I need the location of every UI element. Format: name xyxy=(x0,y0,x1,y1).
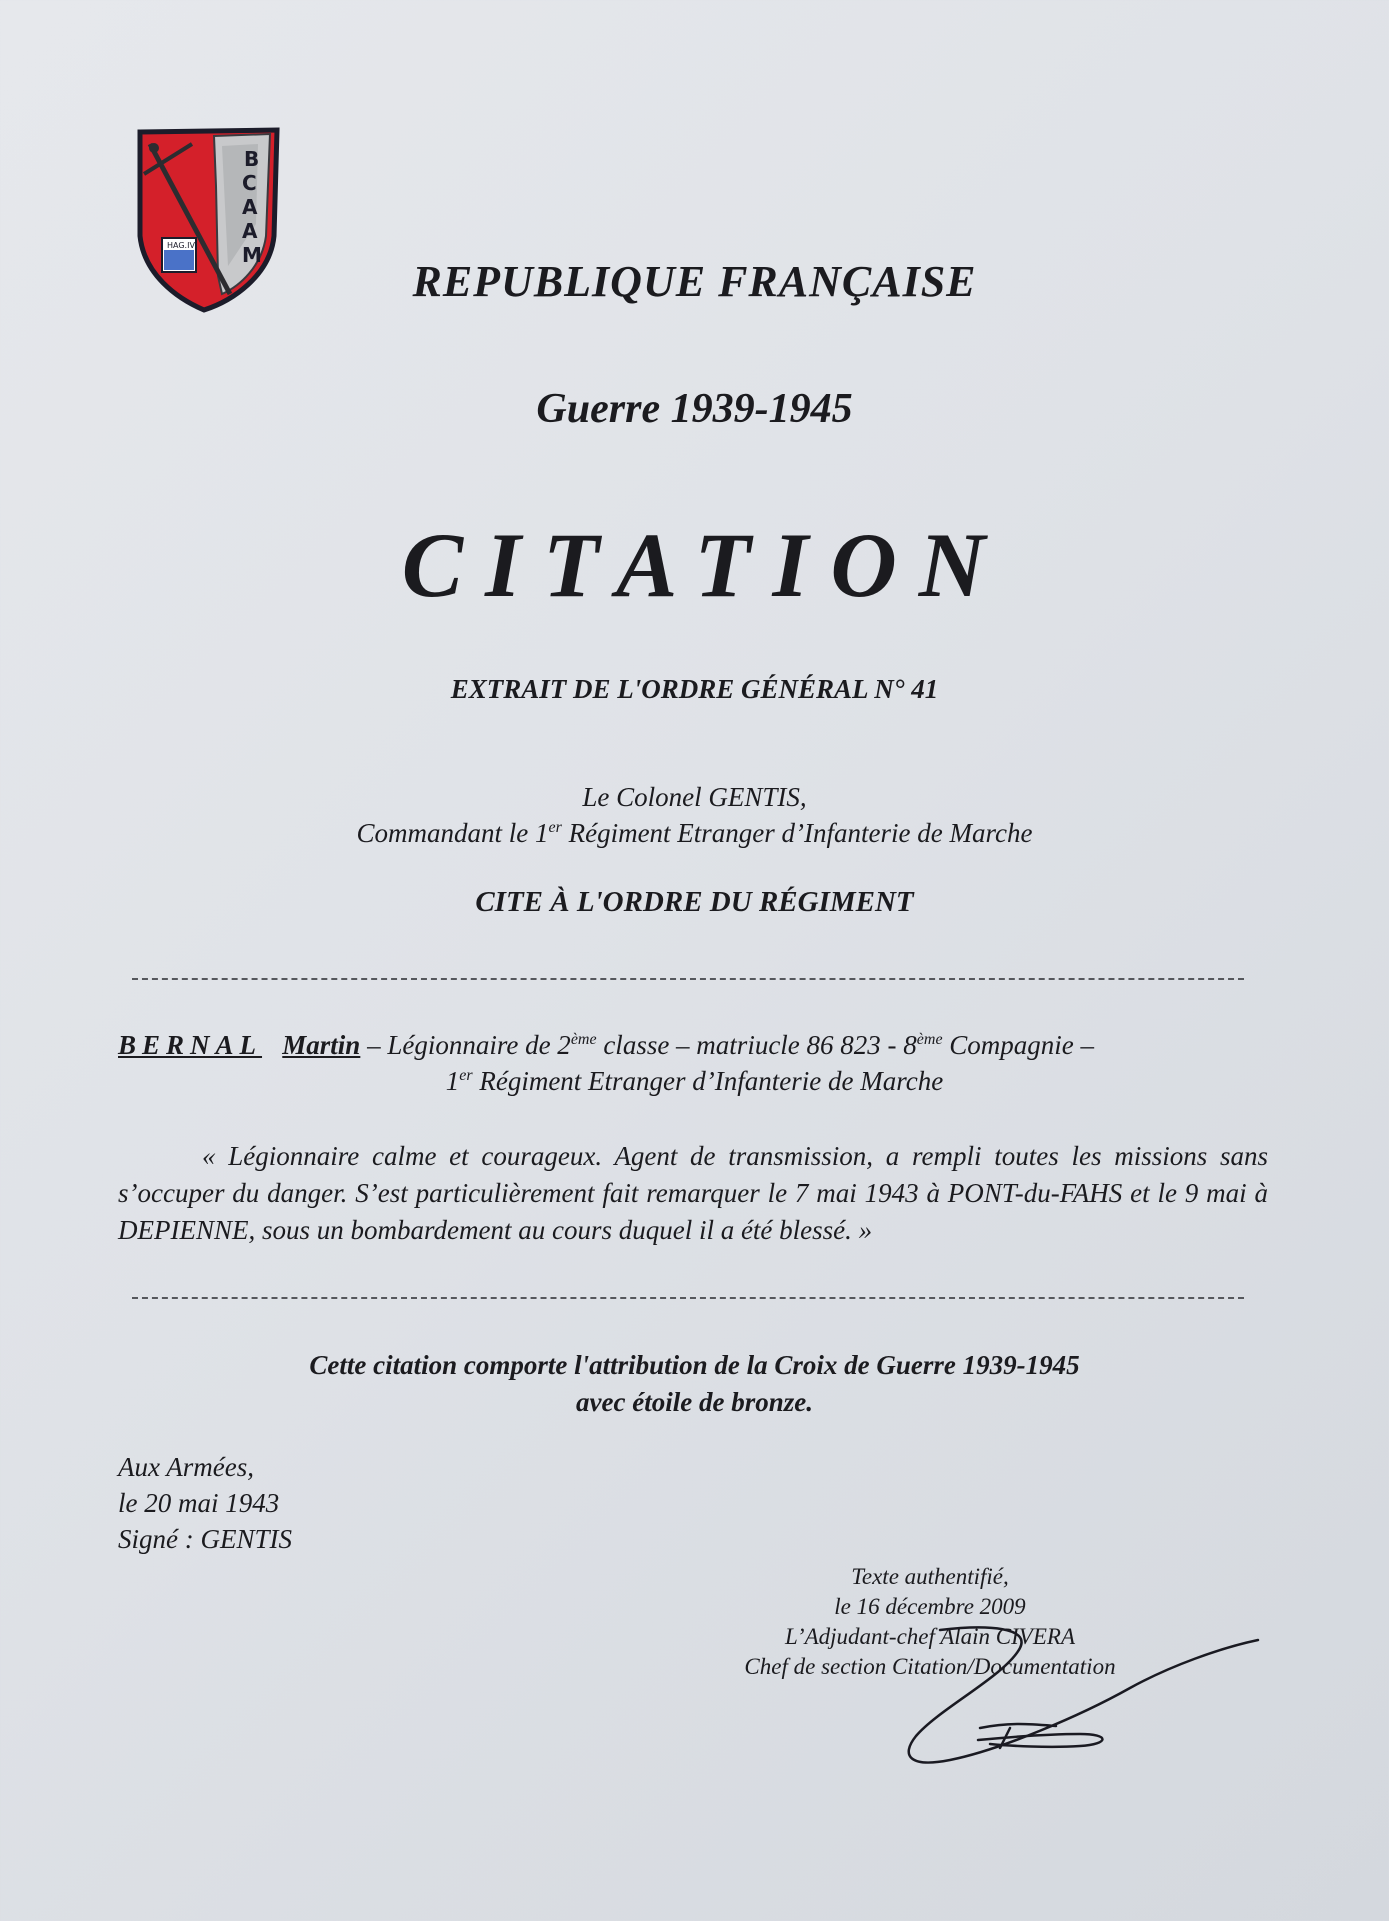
republic-title: REPUBLIQUE FRANÇAISE xyxy=(412,257,977,306)
regiment-order-heading: CITE À L'ORDRE DU RÉGIMENT xyxy=(475,886,914,918)
citation-text: « Légionnaire calme et courageux. Agent de transmission, a rempli toutes les missions sans s’occuper du danger. S’est particulièrement fait remarquer le 7 mai 1943 à PONT-du-FAHS et le 9 mai à DEPIENNE, sous un bombardement au cours duquel il a été blessé. » xyxy=(118,1141,1268,1245)
recipient-firstname: Martin xyxy=(282,1030,361,1060)
award-line: Cette citation comporte l'attribution de la Croix de Guerre 1939-1945 xyxy=(309,1350,1080,1380)
place-line: Aux Armées, xyxy=(118,1452,254,1482)
authenticator-name: L’Adjudant-chef Alain CIVERA xyxy=(784,1624,1075,1649)
svg-text:A: A xyxy=(242,219,258,243)
colonel-name-line: Le Colonel GENTIS, xyxy=(582,782,807,812)
svg-text:HAG.IV: HAG.IV xyxy=(167,241,195,250)
svg-text:M: M xyxy=(242,243,262,267)
colonel-command-line: Commandant le 1er Régiment Etranger d’Infanterie de Marche xyxy=(356,818,1033,848)
svg-text:C: C xyxy=(242,171,257,195)
recipient-regiment-line: 1er Régiment Etranger d’Infanterie de Marche xyxy=(445,1066,944,1096)
svg-text:A: A xyxy=(242,195,258,219)
authentication-line: Texte authentifié, xyxy=(851,1564,1009,1589)
general-order-extract: EXTRAIT DE L'ORDRE GÉNÉRAL N° 41 xyxy=(450,674,939,704)
dashed-divider-bottom xyxy=(132,1297,1244,1299)
date-line: le 20 mai 1943 xyxy=(118,1488,280,1518)
signed-line: Signé : GENTIS xyxy=(118,1524,292,1554)
handwritten-signature xyxy=(880,1618,1270,1768)
recipient-line: BERNAL Martin – Légionnaire de 2ème classe – matriucle 86 823 - 8ème Compagnie – xyxy=(118,1030,1095,1060)
dashed-divider-top xyxy=(132,978,1244,980)
recipient-surname: BERNAL xyxy=(118,1030,263,1060)
war-period-title: Guerre 1939-1945 xyxy=(536,386,853,432)
authenticator-title: Chef de section Citation/Documentation xyxy=(744,1654,1116,1679)
award-star-line: avec étoile de bronze. xyxy=(576,1387,813,1417)
citation-heading: CITATION xyxy=(401,514,1008,616)
svg-text:B: B xyxy=(244,147,260,171)
authentication-date: le 16 décembre 2009 xyxy=(834,1594,1026,1619)
